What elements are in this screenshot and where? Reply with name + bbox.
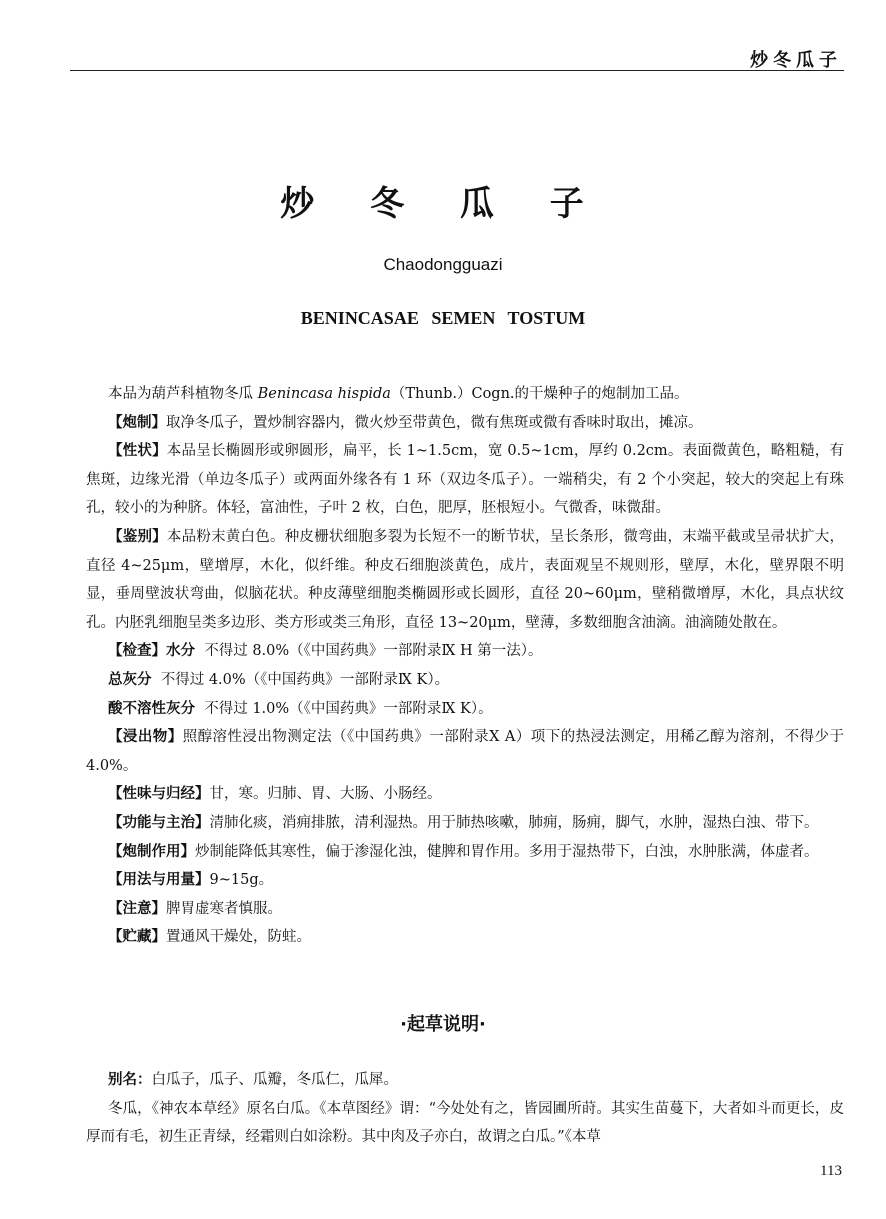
section-jianbie: 【鉴别】本品粉末黄白色。种皮栅状细胞多裂为长短不一的断节状，呈长条形，微弯曲，末端平截或呈帚状扩大，直径 4~25μm，壁增厚，木化，似纤维。种皮石细胞淡黄色，成片，表面观呈不规则形，壁厚，木化，壁界限不明显，垂周壁波状弯曲，似脑花状。种皮薄壁细胞类椭圆形或长圆形，直径 20~60μm，壁稍微增厚，木化，具点状纹孔。内胚乳细胞呈类多边形、类方形或类三角形，直径 13~20μm，壁薄，多数细胞含油滴。油滴随处散在。 <box>86 528 845 631</box>
section-label: 【炮制作用】 <box>108 843 195 860</box>
drafting-notes <box>86 1066 844 1152</box>
section-label: 【注意】 <box>108 900 166 917</box>
section-yongfa: 【用法与用量】9~15g。 <box>108 872 274 889</box>
section-label: 【检查】 <box>108 643 166 660</box>
alias-label: 别名： <box>108 1072 152 1088</box>
section-label: 【性状】 <box>108 443 167 460</box>
monograph-body <box>86 380 844 952</box>
section-xingwei: 【性味与归经】甘，寒。归肺、胃、大肠、小肠经。 <box>108 786 442 803</box>
latin-name: BENINCASAE SEMEN TOSTUM <box>300 308 586 328</box>
section-zhucang: 【贮藏】置通风干燥处，防蛀。 <box>108 929 311 946</box>
drafting-notes-title: ·起草说明· <box>400 1014 486 1035</box>
section-zuoyong: 【炮制作用】炒制能降低其寒性，偏于渗湿化浊，健脾和胃作用。多用于湿热带下，白浊，水肿胀满，体虚者。 <box>108 843 819 860</box>
section-jiancha-ash: 总灰分 不得过 4.0%（《中国药典》一部附录Ⅸ K）。 <box>108 671 450 688</box>
check-item-name: 酸不溶性灰分 <box>108 700 195 717</box>
check-item-name: 水分 <box>166 643 195 660</box>
section-label: 【炮制】 <box>108 414 166 431</box>
alias-paragraph: 别名：白瓜子，瓜子、瓜瓣，冬瓜仁，瓜犀。 <box>108 1072 398 1088</box>
running-title: 炒冬瓜子 <box>750 50 842 71</box>
section-xingzhuang: 【性状】本品呈长椭圆形或卵圆形，扁平，长 1~1.5cm，宽 0.5~1cm，厚约 0.2cm。表面微黄色，略粗糙，有焦斑，边缘光滑（单边冬瓜子）或两面外缘各有 1 环（双边冬瓜子）。一端稍尖，有 2 个小突起，较大的突起上有珠孔，较小的为种脐。体轻，富油性，子叶 2 枚，白色，肥厚，胚根短小。气微香，味微甜。 <box>86 443 844 517</box>
section-label: 【功能与主治】 <box>108 814 210 831</box>
section-gongneng: 【功能与主治】清肺化痰，消痈排脓，清利湿热。用于肺热咳嗽，肺痈，肠痈，脚气，水肿，湿热白浊、带下。 <box>108 814 819 831</box>
section-label: 【浸出物】 <box>108 729 183 746</box>
section-jiancha-acid-ash: 酸不溶性灰分 不得过 1.0%（《中国药典》一部附录Ⅸ K）。 <box>108 700 493 717</box>
section-jiancha-water: 【检查】水分 不得过 8.0%（《中国药典》一部附录Ⅸ H 第一法）。 <box>108 643 543 660</box>
species-name: Benincasa hispida <box>257 386 391 402</box>
section-zhuyi: 【注意】脾胃虚寒者慎服。 <box>108 900 282 917</box>
section-jinchuwu: 【浸出物】照醇溶性浸出物测定法（《中国药典》一部附录Ⅹ A）项下的热浸法测定，用稀乙醇为溶剂，不得少于 4.0%。 <box>86 729 844 774</box>
pinyin-name: Chaodongguazi <box>383 255 503 274</box>
section-paozhi: 【炮制】取净冬瓜子，置炒制容器内，微火炒至带黄色，微有焦斑或微有香味时取出，摊凉。 <box>108 414 703 431</box>
section-label: 【用法与用量】 <box>108 872 210 889</box>
page-number: 113 <box>820 1163 842 1179</box>
check-item-name: 总灰分 <box>108 671 152 688</box>
intro-paragraph: 本品为葫芦科植物冬瓜 Benincasa hispida（Thunb.）Cogn.的干燥种子的炮制加工品。 <box>108 386 689 402</box>
page-title: 炒 冬 瓜 子 <box>280 184 606 224</box>
running-header <box>70 46 844 71</box>
notes-paragraph: 冬瓜，《神农本草经》原名白瓜。《本草图经》谓：“今处处有之，皆园圃所莳。其实生苗蔓下，大者如斗而更长，皮厚而有毛，初生正青绿，经霜则白如涂粉。其中肉及子亦白，故谓之白瓜。”《本草 <box>86 1100 844 1146</box>
section-label: 【鉴别】 <box>108 528 167 545</box>
section-label: 【贮藏】 <box>108 929 166 946</box>
section-label: 【性味与归经】 <box>108 786 210 803</box>
